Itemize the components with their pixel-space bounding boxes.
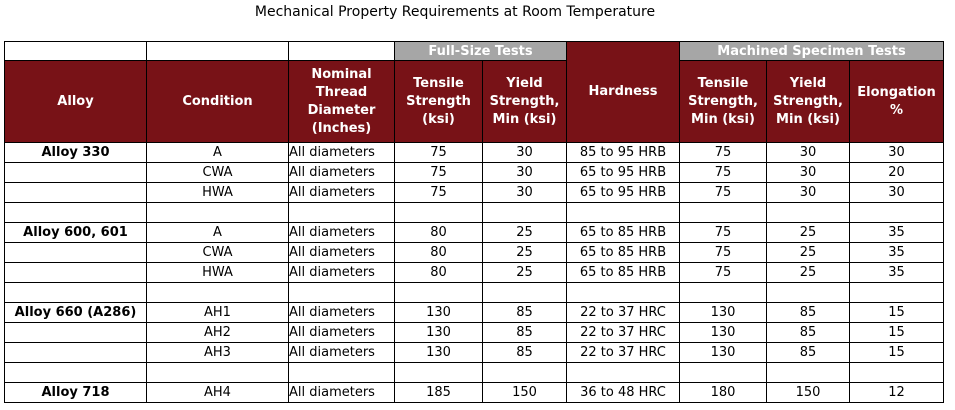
machined-tensile-cell: 75 — [680, 143, 767, 163]
elongation-cell: 12 — [850, 383, 944, 403]
diameter-cell: All diameters — [289, 223, 395, 243]
machined-yield-header — [767, 61, 850, 143]
alloy-cell: Alloy 600, 601 — [5, 223, 147, 243]
machined-specimen-tests-header: Machined Specimen Tests — [680, 42, 944, 61]
empty-cell — [289, 203, 395, 223]
machined-yield-cell: 150 — [767, 383, 850, 403]
header-line: (ksi) — [422, 111, 455, 127]
header-line: Strength — [406, 93, 471, 109]
mechanical-properties-table — [4, 41, 944, 403]
yield-cell: 25 — [483, 263, 567, 283]
empty-cell — [289, 363, 395, 383]
machined-tensile-header — [680, 61, 767, 143]
header-line: % — [889, 102, 904, 118]
elongation-cell: 15 — [850, 303, 944, 323]
yield-cell: 85 — [483, 343, 567, 363]
header-line: Tensile — [697, 75, 749, 91]
diameter-cell: All diameters — [289, 183, 395, 203]
diameter-cell: All diameters — [289, 323, 395, 343]
condition-cell: CWA — [147, 243, 289, 263]
diameter-cell: All diameters — [289, 263, 395, 283]
header-line: Strength, — [489, 93, 560, 109]
header-line: Tensile — [413, 75, 464, 91]
header-line: Strength, — [773, 93, 843, 109]
machined-tensile-cell: 130 — [680, 323, 767, 343]
diameter-cell: All diameters — [289, 303, 395, 323]
machined-yield-cell: 25 — [767, 243, 850, 263]
tensile-cell: 80 — [395, 263, 483, 283]
machined-tensile-cell: 180 — [680, 383, 767, 403]
elongation-cell: 35 — [850, 223, 944, 243]
elongation-cell: 35 — [850, 243, 944, 263]
elongation-header — [850, 61, 944, 143]
machined-tensile-cell: 75 — [680, 223, 767, 243]
condition-cell: HWA — [147, 263, 289, 283]
table-body — [5, 143, 944, 403]
empty-cell — [680, 283, 767, 303]
spacer-row — [5, 363, 944, 383]
machined-yield-cell: 85 — [767, 303, 850, 323]
machined-tensile-cell: 75 — [680, 183, 767, 203]
hardness-cell: 22 to 37 HRC — [567, 343, 680, 363]
machined-yield-cell: 25 — [767, 263, 850, 283]
diameter-cell: All diameters — [289, 163, 395, 183]
alloy-cell: Alloy 330 — [5, 143, 147, 163]
tensile-cell: 130 — [395, 343, 483, 363]
tensile-cell: 75 — [395, 143, 483, 163]
header-line: Elongation — [857, 84, 936, 100]
table-row — [5, 383, 944, 403]
diameter-cell: All diameters — [289, 143, 395, 163]
table-row — [5, 143, 944, 163]
alloy-cell — [5, 323, 147, 343]
machined-yield-cell: 25 — [767, 223, 850, 243]
header-line: Yield — [506, 75, 543, 91]
alloy-cell — [5, 183, 147, 203]
empty-cell — [483, 363, 567, 383]
hardness-cell: 22 to 37 HRC — [567, 323, 680, 343]
empty-cell — [850, 363, 944, 383]
empty-cell — [567, 283, 680, 303]
diameter-cell: All diameters — [289, 343, 395, 363]
empty-cell — [567, 363, 680, 383]
alloy-header: Alloy — [5, 61, 147, 143]
empty-cell — [767, 203, 850, 223]
yield-cell: 25 — [483, 223, 567, 243]
hardness-cell: 65 to 85 HRB — [567, 243, 680, 263]
table-row — [5, 343, 944, 363]
empty-cell — [767, 283, 850, 303]
header-line: Strength, — [688, 93, 758, 109]
hardness-cell: 65 to 85 HRB — [567, 263, 680, 283]
tensile-strength-header — [395, 61, 483, 143]
machined-tensile-cell: 130 — [680, 343, 767, 363]
group-header-row — [5, 42, 944, 61]
diameter-cell: All diameters — [289, 243, 395, 263]
tensile-cell: 185 — [395, 383, 483, 403]
elongation-cell: 30 — [850, 183, 944, 203]
empty-cell — [680, 363, 767, 383]
tensile-cell: 75 — [395, 183, 483, 203]
empty-cell — [5, 203, 147, 223]
table-row — [5, 223, 944, 243]
tensile-cell: 80 — [395, 243, 483, 263]
spacer-row — [5, 283, 944, 303]
yield-cell: 150 — [483, 383, 567, 403]
elongation-cell: 15 — [850, 323, 944, 343]
yield-cell: 85 — [483, 323, 567, 343]
yield-cell: 25 — [483, 243, 567, 263]
empty-cell — [850, 203, 944, 223]
elongation-cell: 35 — [850, 263, 944, 283]
alloy-cell — [5, 263, 147, 283]
group-header-blank — [147, 42, 289, 61]
elongation-cell: 15 — [850, 343, 944, 363]
condition-cell: A — [147, 143, 289, 163]
empty-cell — [395, 203, 483, 223]
header-line: Min (ksi) — [492, 111, 557, 127]
alloy-cell — [5, 343, 147, 363]
page-title: Mechanical Property Requirements at Room Temperature — [254, 4, 656, 20]
tensile-cell: 80 — [395, 223, 483, 243]
yield-cell: 30 — [483, 183, 567, 203]
header-line: Yield — [789, 75, 827, 91]
header-line: Min (ksi) — [691, 111, 755, 127]
empty-cell — [289, 283, 395, 303]
hardness-header: Hardness — [567, 42, 680, 143]
header-line: Thread — [315, 84, 368, 100]
condition-header: Condition — [147, 61, 289, 143]
table-row — [5, 243, 944, 263]
group-header-blank — [289, 42, 395, 61]
alloy-cell: Alloy 660 (A286) — [5, 303, 147, 323]
yield-strength-header — [483, 61, 567, 143]
alloy-cell: Alloy 718 — [5, 383, 147, 403]
machined-tensile-cell: 75 — [680, 263, 767, 283]
empty-cell — [395, 283, 483, 303]
empty-cell — [147, 283, 289, 303]
yield-cell: 30 — [483, 143, 567, 163]
condition-cell: AH3 — [147, 343, 289, 363]
empty-cell — [147, 203, 289, 223]
empty-cell — [850, 283, 944, 303]
empty-cell — [5, 363, 147, 383]
column-header-row — [5, 61, 944, 143]
empty-cell — [147, 363, 289, 383]
alloy-cell — [5, 243, 147, 263]
group-header-blank — [5, 42, 147, 61]
tensile-cell: 75 — [395, 163, 483, 183]
hardness-cell: 36 to 48 HRC — [567, 383, 680, 403]
empty-cell — [567, 203, 680, 223]
empty-cell — [5, 283, 147, 303]
condition-cell: AH2 — [147, 323, 289, 343]
machined-yield-cell: 30 — [767, 143, 850, 163]
empty-cell — [483, 283, 567, 303]
hardness-cell: 85 to 95 HRB — [567, 143, 680, 163]
elongation-cell: 30 — [850, 143, 944, 163]
header-line: Diameter — [307, 102, 376, 118]
machined-yield-cell: 30 — [767, 183, 850, 203]
empty-cell — [680, 203, 767, 223]
machined-yield-cell: 85 — [767, 343, 850, 363]
condition-cell: AH1 — [147, 303, 289, 323]
machined-yield-cell: 85 — [767, 323, 850, 343]
header-line: Nominal — [311, 66, 372, 82]
hardness-cell: 65 to 95 HRB — [567, 183, 680, 203]
spacer-row — [5, 203, 944, 223]
diameter-cell: All diameters — [289, 383, 395, 403]
tensile-cell: 130 — [395, 323, 483, 343]
hardness-cell: 22 to 37 HRC — [567, 303, 680, 323]
condition-cell: AH4 — [147, 383, 289, 403]
condition-cell: HWA — [147, 183, 289, 203]
nominal-diameter-header — [289, 61, 395, 143]
empty-cell — [483, 203, 567, 223]
yield-cell: 30 — [483, 163, 567, 183]
header-line: Min (ksi) — [776, 111, 840, 127]
empty-cell — [767, 363, 850, 383]
alloy-cell — [5, 163, 147, 183]
full-size-tests-header: Full-Size Tests — [395, 42, 567, 61]
machined-tensile-cell: 75 — [680, 243, 767, 263]
condition-cell: A — [147, 223, 289, 243]
empty-cell — [395, 363, 483, 383]
table-row — [5, 323, 944, 343]
table-row — [5, 263, 944, 283]
tensile-cell: 130 — [395, 303, 483, 323]
machined-tensile-cell: 75 — [680, 163, 767, 183]
header-line: (Inches) — [311, 120, 372, 136]
condition-cell: CWA — [147, 163, 289, 183]
elongation-cell: 20 — [850, 163, 944, 183]
machined-tensile-cell: 130 — [680, 303, 767, 323]
machined-yield-cell: 30 — [767, 163, 850, 183]
table-row — [5, 303, 944, 323]
yield-cell: 85 — [483, 303, 567, 323]
hardness-cell: 65 to 85 HRB — [567, 223, 680, 243]
hardness-cell: 65 to 95 HRB — [567, 163, 680, 183]
table-row — [5, 183, 944, 203]
table-row — [5, 163, 944, 183]
